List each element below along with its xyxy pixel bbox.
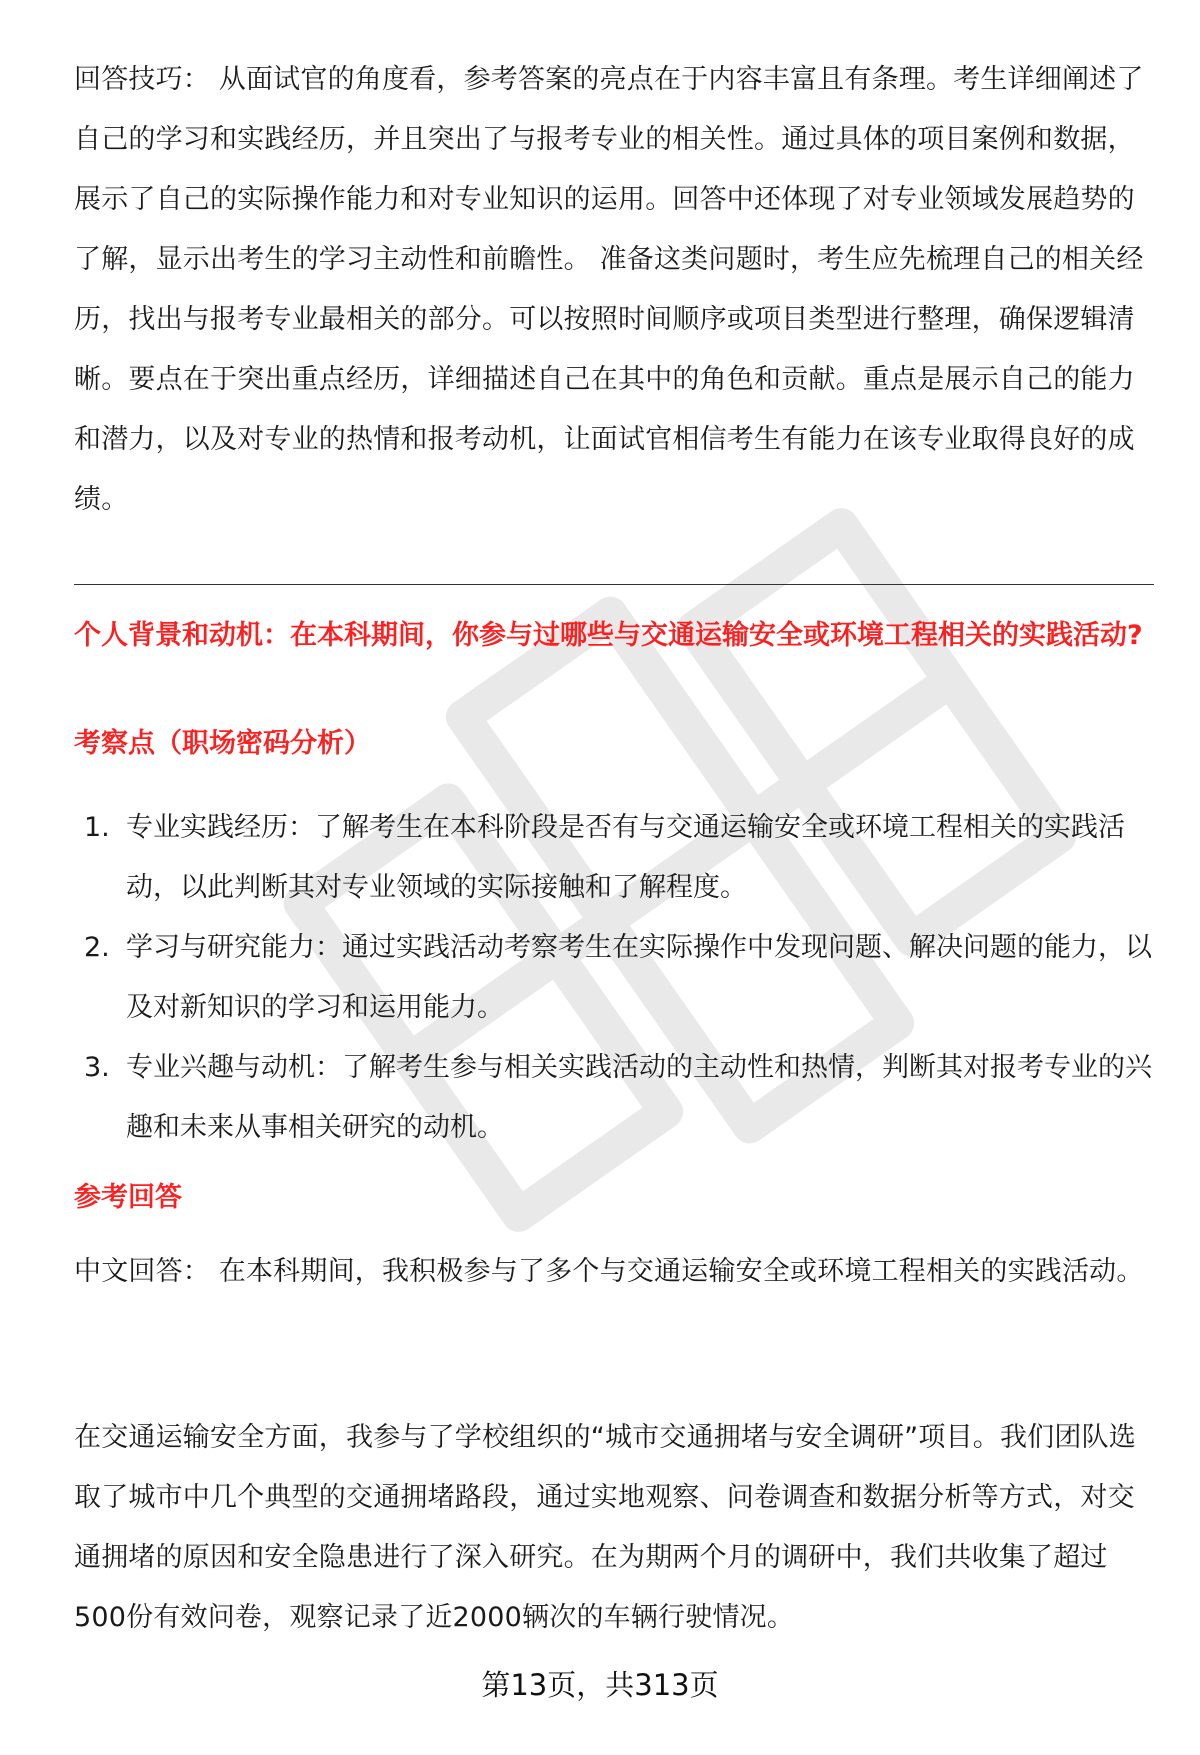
page-footer: 第13页，共313页 [481,1668,719,1702]
list-item-number: 3. [84,1052,110,1083]
answer-intro-paragraph: 中文回答： 在本科期间，我积极参与了多个与交通运输安全或环境工程相关的实践活动。 [74,1256,1144,1287]
list-item-text: 专业兴趣与动机：了解考生参与相关实践活动的主动性和热情，判断其对报考专业的兴趣和未来从事相关研究的动机。 [126,1052,1152,1143]
assessment-list [74,798,1154,1158]
list-item [74,918,1154,1038]
list-item [74,798,1154,918]
list-item-number: 2. [84,932,110,963]
reference-answer-heading: 参考回答 [74,1182,182,1213]
section-divider [74,584,1154,585]
answer-tip-paragraph: 回答技巧： 从面试官的角度看，参考答案的亮点在于内容丰富且有条理。考生详细阐述了自己的学习和实践经历，并且突出了与报考专业的相关性。通过具体的项目案例和数据，展示了自己的实际操作能力和对专业知识的运用。回答中还体现了对专业领域发展趋势的了解，显示出考生的学习主动性和前瞻性。 准备这类问题时，考生应先梳理自己的相关经历，找出与报考专业最相关的部分。可以按照时间顺序或项目类型进行整理，确保逻辑清晰。要点在于突出重点经历，详细描述自己在其中的角色和贡献。重点是展示自己的能力和潜力，以及对专业的热情和报考动机，让面试官相信考生有能力在该专业取得良好的成绩。 [74,64,1144,515]
answer-body-paragraph: 在交通运输安全方面，我参与了学校组织的“城市交通拥堵与安全调研”项目。我们团队选取了城市中几个典型的交通拥堵路段，通过实地观察、问卷调查和数据分析等方式，对交通拥堵的原因和安全隐患进行了深入研究。在为期两个月的调研中，我们共收集了超过500份有效问卷，观察记录了近2000辆次的车辆行驶情况。 [74,1422,1136,1633]
question-heading: 个人背景和动机：在本科期间，你参与过哪些与交通运输安全或环境工程相关的实践活动? [74,620,1143,651]
list-item-number: 1. [84,812,110,843]
list-item-text: 学习与研究能力：通过实践活动考察考生在实际操作中发现问题、解决问题的能力，以及对新知识的学习和运用能力。 [126,932,1152,1023]
assessment-heading: 考察点（职场密码分析） [74,728,371,759]
list-item-text: 专业实践经历：了解考生在本科阶段是否有与交通运输安全或环境工程相关的实践活动，以此判断其对专业领域的实际接触和了解程度。 [126,812,1125,903]
list-item [74,1038,1154,1158]
